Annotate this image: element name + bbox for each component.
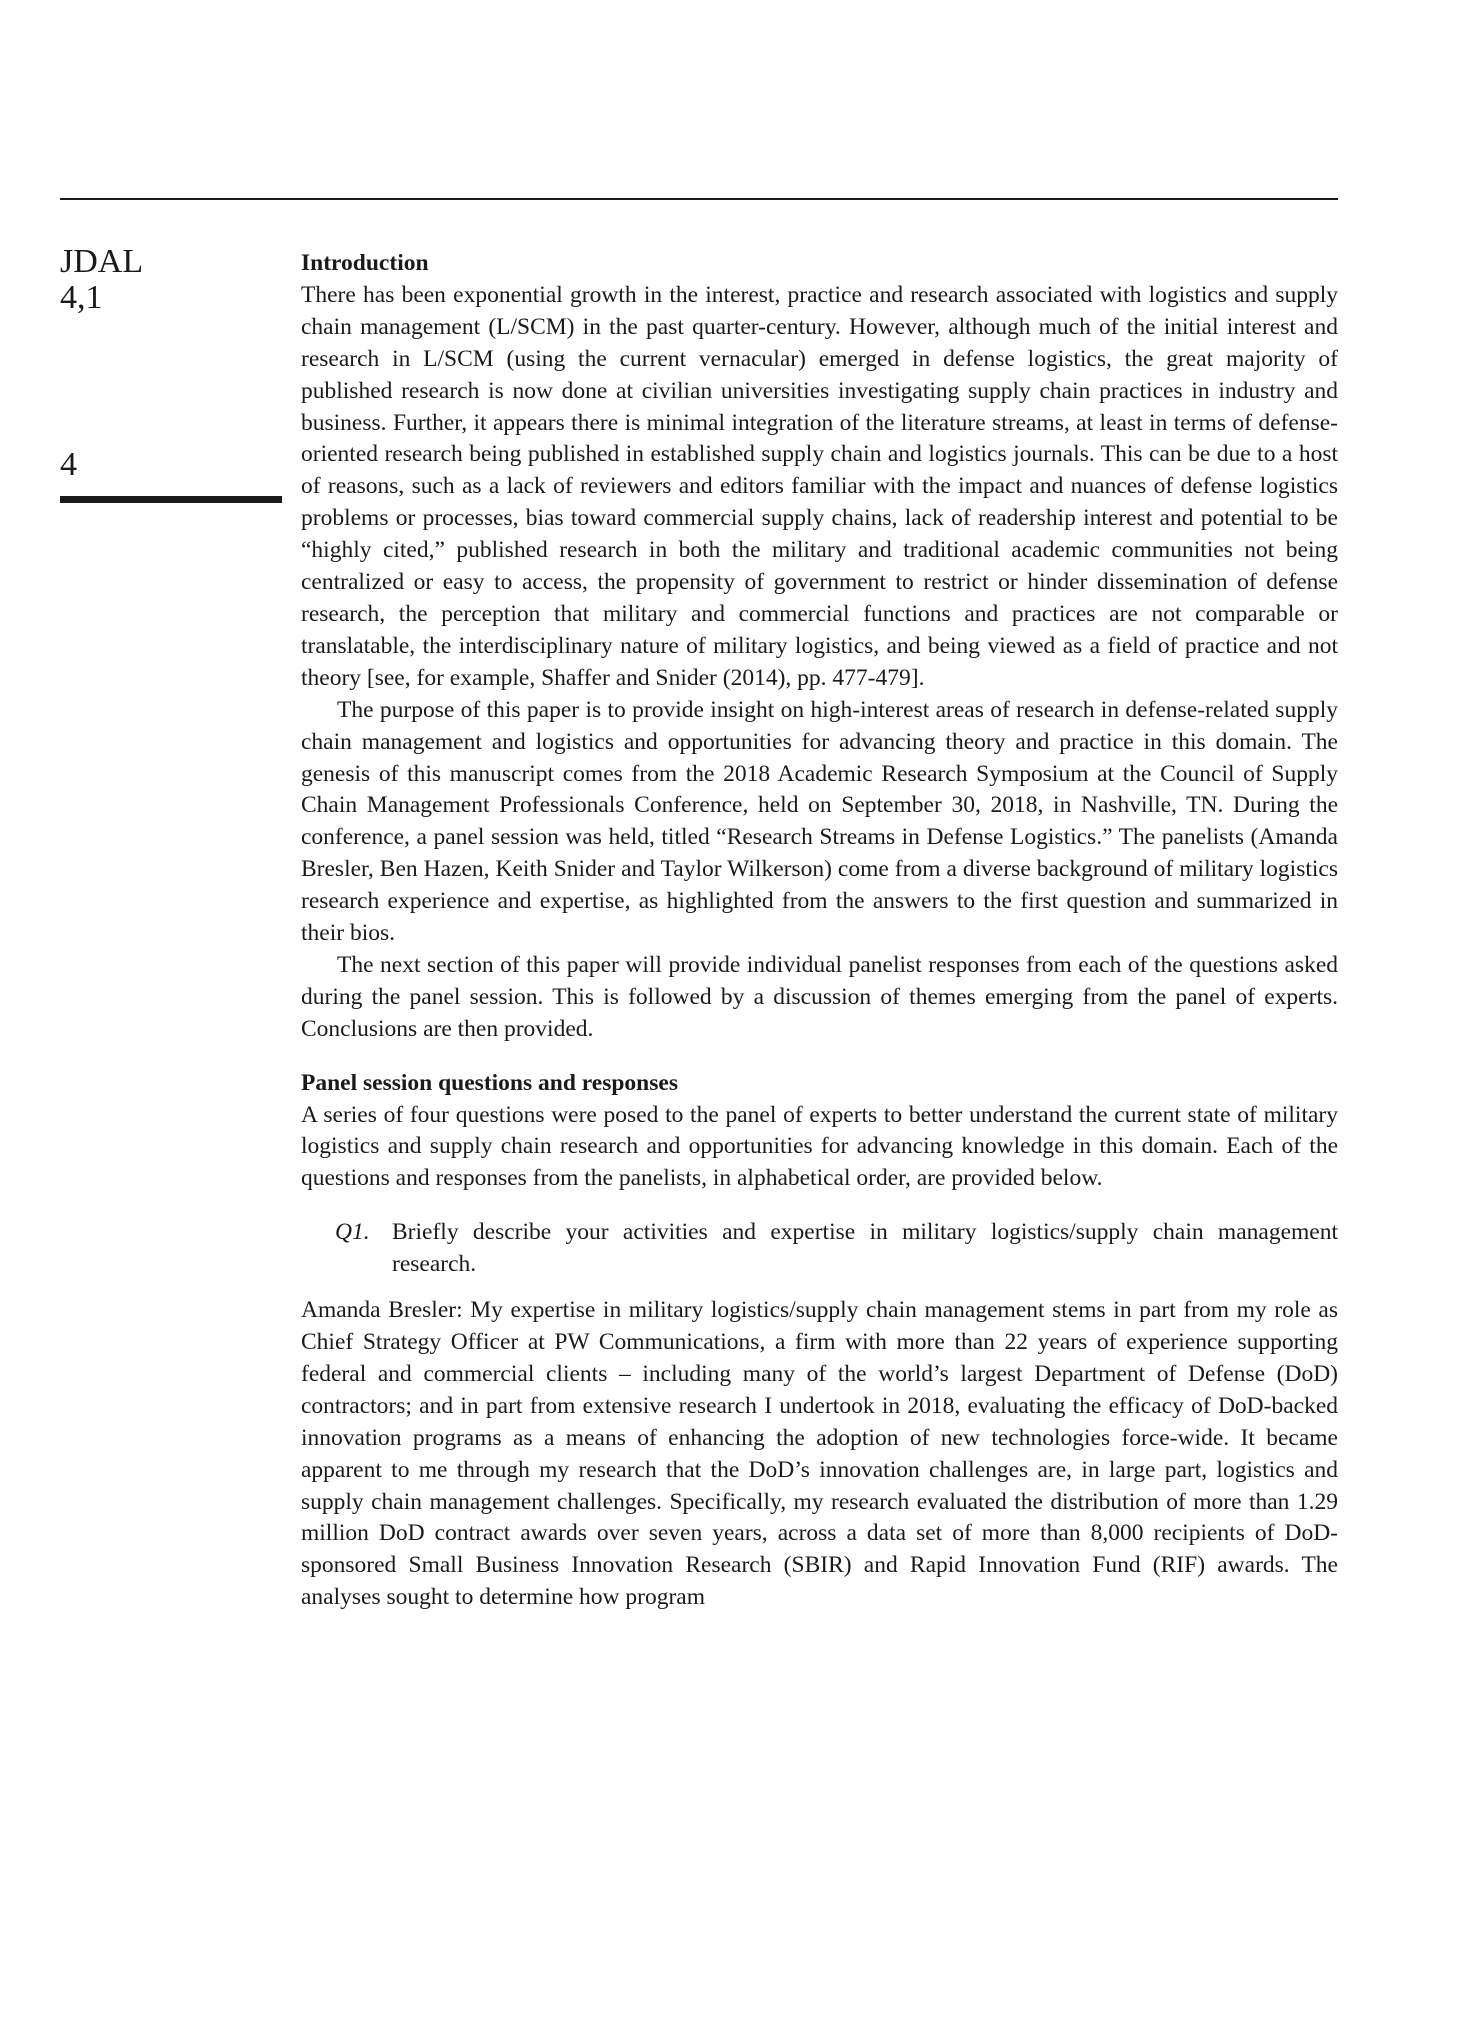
paragraph: The next section of this paper will provide individual panelist responses from each of the questions asked during the panel session. This is followed by a discussion of themes emerging from the panel of experts. Conclusions are then provided.	[301, 951, 1338, 1042]
journal-volume-label: JDAL 4,1	[60, 243, 144, 316]
paragraph: The purpose of this paper is to provide insight on high-interest areas of research in defense-related supply chain management and logistics and opportunities for advancing theory and practice in this domain. The genesis of this manuscript comes from the 2018 Academic Research Symposium at the Council of Supply Chain Management Professionals Conference, held on September 30, 2018, in Nashville, TN. During the conference, a panel session was held, titled “Research Streams in Defense Logistics.” The panelists (Amanda Bresler, Ben Hazen, Keith Snider and Taylor Wilkerson) come from a diverse background of military logistics research experience and expertise, as highlighted from the answers to the first question and summarized in their bios.	[301, 696, 1338, 947]
question-text: Briefly describe your activities and expertise in military logistics/supply chain management research.	[392, 1219, 1338, 1278]
paragraph: There has been exponential growth in the interest, practice and research associated with logistics and supply chain management (L/SCM) in the past quarter-century. However, although much of the initial interest and research in L/SCM (using the current vernacular) emerged in defense logistics, the great majority of published research is now done at civilian universities investigating supply chain practices in industry and business. Further, it appears there is minimal integration of the literature streams, at least in terms of defense-oriented research being published in established supply chain and logistics journals. This can be due to a host of reasons, such as a lack of reviewers and editors familiar with the impact and nuances of defense logistics problems or processes, bias toward commercial supply chains, lack of readership interest and potential to be “highly cited,” published research in both the military and traditional academic communities not being centralized or easy to access, the propensity of government to restrict or hinder dissemination of defense research, the perception that military and commercial functions and practices are not comparable or translatable, the interdisciplinary nature of military logistics, and being viewed as a field of practice and not theory [see, for example, Shaffer and Snider (2014), pp. 477-479].	[301, 281, 1338, 691]
header-rule	[60, 198, 1338, 200]
page-number: 4	[60, 446, 77, 483]
section-spacer	[301, 1046, 1338, 1068]
article-body	[301, 248, 1338, 1614]
page-number-rule	[60, 496, 282, 503]
question-q1	[301, 1217, 1338, 1281]
paragraph: A series of four questions were posed to the panel of experts to better understand the current state of military logistics and supply chain research and opportunities for advancing knowledge in this domain. Each of the questions and responses from the panelists, in alphabetical order, are provided below.	[301, 1101, 1338, 1192]
section-heading-introduction: Introduction	[301, 250, 429, 276]
question-number: Q1.	[335, 1219, 370, 1246]
paragraph: Amanda Bresler: My expertise in military logistics/supply chain management stems in part from my role as Chief Strategy Officer at PW Communications, a firm with more than 22 years of experience supporting federal and commercial clients – including many of the world’s largest Department of Defense (DoD) contractors; and in part from extensive research I undertook in 2018, evaluating the efficacy of DoD-backed innovation programs as a means of enhancing the adoption of new technologies force-wide. It became apparent to me through my research that the DoD’s innovation challenges are, in large part, logistics and supply chain management challenges. Specifically, my research evaluated the distribution of more than 1.29 million DoD contract awards over seven years, across a data set of more than 8,000 recipients of DoD-sponsored Small Business Innovation Research (SBIR) and Rapid Innovation Fund (RIF) awards. The analyses sought to determine how program	[301, 1297, 1338, 1611]
section-heading-panel: Panel session questions and responses	[301, 1069, 678, 1096]
